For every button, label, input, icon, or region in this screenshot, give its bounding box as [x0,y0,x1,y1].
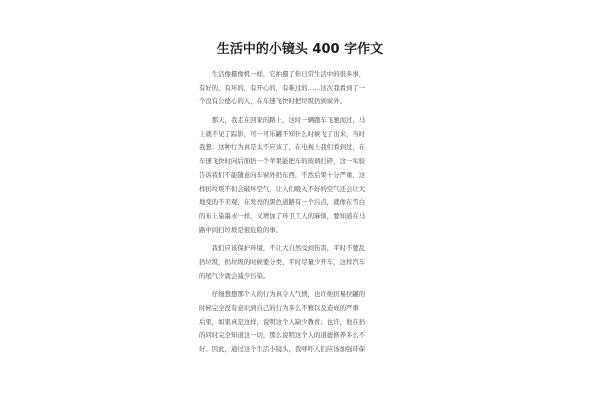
text-line: 好。因此，通过这个生活小镜头，我呼吁人们应该加强环保 [199,345,366,354]
text-line: 地变的不美观，在发亮的黑色道路有一个污点，就像在雪白 [199,198,366,207]
text-line: 告诉我们不能随意向车窗外扔东西，不然后果十分严重，这 [199,170,366,179]
text-line: 仔细想想那个人的行为真令人气愤，也许他扔易拉罐的 [199,290,366,299]
text-line: 我们应该保护环境，不让大自然受到伤害，平时不要乱 [199,244,366,253]
paragraph-2 [199,114,404,237]
text-line: 生活像摄像机一样，它拍摄了你日常生活中的很多事， [199,70,366,78]
text-line: 上就不见了踪影，可一可乐罐不知什么时候飞了出来，当时 [199,129,366,138]
paragraph-4 [199,288,404,356]
paragraph-1 [199,68,404,109]
text-line: 的布上染墨水一样，又增加了环卫工人的麻烦，要知道在马 [199,211,366,220]
text-line: 扔垃圾，扔垃圾的时候要分类，平时尽量少开车，这样汽车 [199,257,366,266]
text-line: 有好的，有坏的，有开心的，有难过的……这次我看到了一 [199,83,366,92]
document-title: 生活中的小镜头 400 字作文 [216,42,384,57]
text-line: 那天，我走在回家的路上，这时一辆跑车飞驰而过，马 [199,116,366,125]
paragraph-3 [199,242,404,283]
text-line: 个没有公德心的人，在车速飞快时把垃圾扔到窗外。 [199,97,346,106]
text-line: 时候完全没有意识到自己的行为多么不雅以及造成的严重 [199,304,359,312]
text-line: 样扔垃圾不但会破坏空气，让人们吸入不好的空气还会让大 [199,184,366,193]
document-body [199,68,404,362]
text-line: 我想：这种行为真是太不应该了，在电视上我们看到过，在 [199,143,366,152]
text-line: 后果，如果真是这样，说明这个人缺少教育；也许，他在扔 [199,317,366,326]
text-line: 的同时完全知道这一切，那么说明这个人的道德修养多么不 [199,331,366,340]
text-line: 的尾气少就会减少污染。 [199,271,270,280]
text-line: 路中间扫垃圾是很危险的事。 [199,225,283,234]
text-line: 车速飞快时向后面扔一个苹果能把车的玻璃打碎，这一实验 [199,157,366,166]
